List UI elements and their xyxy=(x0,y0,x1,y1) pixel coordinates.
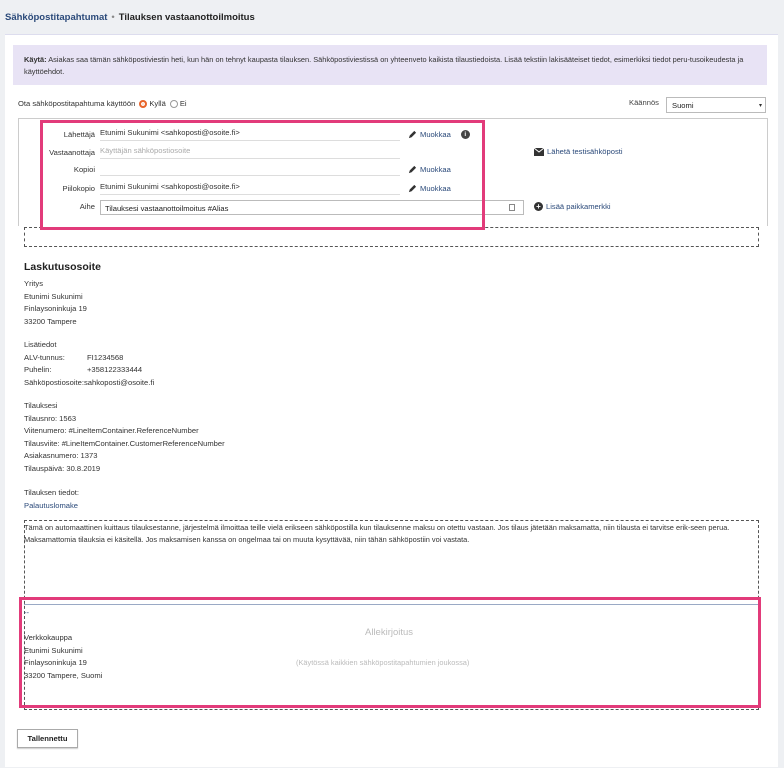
extra-title: Lisätiedot xyxy=(24,340,57,349)
billing-line: Finlaysoninkuja 19 xyxy=(24,304,87,313)
enable-no-label[interactable]: Ei xyxy=(179,99,187,108)
sender-label: Lähettäjä xyxy=(63,130,95,139)
return-form-link[interactable]: Palautuslomake xyxy=(24,500,79,510)
order-summary xyxy=(24,400,225,475)
phone-value: +358122333444 xyxy=(87,365,143,374)
email-label: Sähköpostiosoite: xyxy=(24,377,84,387)
notice-text: Asiakas saa tämän sähköpostiviestin heti, kun hän on tehnyt kaupasta tilauksen. Sähköpostiviestissä on yhteenveto kaikista tilaustiedoista. Lisää tekstiin lakisääteiset tiedot, esimerkiksi tiedot peru-tusoikeudesta ja käyttöehdot. xyxy=(24,55,744,76)
placeholder-picker-icon[interactable] xyxy=(509,204,515,211)
copies-label: Kopioi xyxy=(73,165,95,174)
highlight-frame-signature xyxy=(19,597,761,708)
enable-yes-label[interactable]: Kyllä xyxy=(149,99,166,108)
bcc-label: Piilokopio xyxy=(62,184,95,193)
bcc-edit-label: Muokkaa xyxy=(420,184,451,193)
billing-address xyxy=(24,278,87,328)
language-select[interactable] xyxy=(666,97,766,113)
billing-line: Etunimi Sukunimi xyxy=(24,291,83,301)
auto-message: Tämä on automaattinen kuittaus tilauksestanne, järjestelmä ilmoittaa teille vielä erikseen sähköpostilla kun tilauksenne maksu on otettu vastaan. Jos tilaus jätetään maksamatta, niin tilausta ei tarvitse erik-seen perua. Maksamattomia tilauksia ei käsitellä. Jos maksamisen kanssa on ongelmaa tai on muuta kysyttävää, niin tähän sähköpostiin voi vastata. xyxy=(24,523,730,544)
copies-edit-label: Muokkaa xyxy=(420,165,451,174)
order-title: Tilauksesi xyxy=(24,401,58,410)
envelope-icon xyxy=(534,148,544,156)
enable-row xyxy=(18,99,187,108)
info-icon[interactable]: i xyxy=(461,130,470,139)
subject-label: Aihe xyxy=(79,202,95,211)
recipient-label: Vastaanottaja xyxy=(49,148,95,157)
signature-note: (Käytössä kaikkien sähköpostitapahtumien joukossa) xyxy=(296,658,470,667)
language-label: Käännös xyxy=(629,98,659,107)
signature-line: Etunimi Sukunimi xyxy=(24,645,83,655)
signature-line: Verkkokauppa xyxy=(24,633,73,642)
order-info-title: Tilauksen tiedot: xyxy=(24,488,80,497)
send-test-email-label: Lähetä testisähköposti xyxy=(547,147,623,156)
sender-edit-label: Muokkaa xyxy=(420,130,451,139)
signature-line: Finlaysoninkuja 19 xyxy=(24,658,87,667)
billing-title: Laskutusosoite xyxy=(24,261,102,273)
order-line: Viitenumero: #LineItemContainer.ReferenceNumber xyxy=(24,426,199,435)
language-value: Suomi xyxy=(672,101,694,110)
order-line: Tilauspäivä: 30.8.2019 xyxy=(24,463,101,473)
recipient-field[interactable]: Käyttäjän sähköpostiosoite xyxy=(100,146,400,159)
send-test-email-link[interactable] xyxy=(534,147,623,156)
enable-yes-radio[interactable] xyxy=(139,100,147,108)
page-title: Tilauksen vastaanottoilmoitus xyxy=(118,12,255,23)
add-placeholder-label: Lisää paikkamerkki xyxy=(546,202,611,211)
enable-label: Ota sähköpostitapahtuma käyttöön xyxy=(18,99,136,108)
enable-no-radio[interactable] xyxy=(170,100,178,108)
sender-field[interactable]: Etunimi Sukunimi <sahkoposti@osoite.fi> xyxy=(100,128,400,141)
signature-dash: -- xyxy=(24,608,30,617)
save-button[interactable]: Tallennettu xyxy=(17,729,78,748)
bcc-field[interactable]: Etunimi Sukunimi <sahkoposti@osoite.fi> xyxy=(100,182,400,195)
vat-value: FI1234568 xyxy=(87,352,124,362)
order-line: Asiakasnumero: 1373 xyxy=(24,451,98,460)
signature-line: 33200 Tampere, Suomi xyxy=(24,670,103,680)
order-info xyxy=(24,487,79,512)
phone-label: Puhelin: xyxy=(24,365,52,374)
vat-label: ALV-tunnus: xyxy=(24,352,65,362)
select-arrow-icon: ▾ xyxy=(758,103,762,109)
breadcrumb xyxy=(5,12,255,23)
signature-title: Allekirjoitus xyxy=(365,627,414,638)
breadcrumb-parent-link[interactable]: Sähköpostitapahtumat xyxy=(5,12,108,23)
usage-notice xyxy=(13,45,767,85)
order-line: Tilausviite: #LineItemContainer.CustomerReferenceNumber xyxy=(24,438,225,448)
email-value: sahkoposti@osoite.fi xyxy=(83,377,155,387)
highlight-frame-fields xyxy=(40,120,485,230)
billing-line: Yritys xyxy=(24,279,43,288)
order-line: Tilausnro: 1563 xyxy=(24,413,77,423)
add-placeholder-link[interactable] xyxy=(534,202,611,211)
extra-info xyxy=(24,339,154,389)
notice-label: Käytä: xyxy=(24,55,47,64)
subject-value: Tilauksesi vastaanottoilmoitus #Alias xyxy=(105,204,229,213)
header-editable-area[interactable] xyxy=(24,227,759,247)
plus-icon: + xyxy=(534,202,543,211)
breadcrumb-separator: • xyxy=(111,12,115,23)
billing-line: 33200 Tampere xyxy=(24,316,77,326)
